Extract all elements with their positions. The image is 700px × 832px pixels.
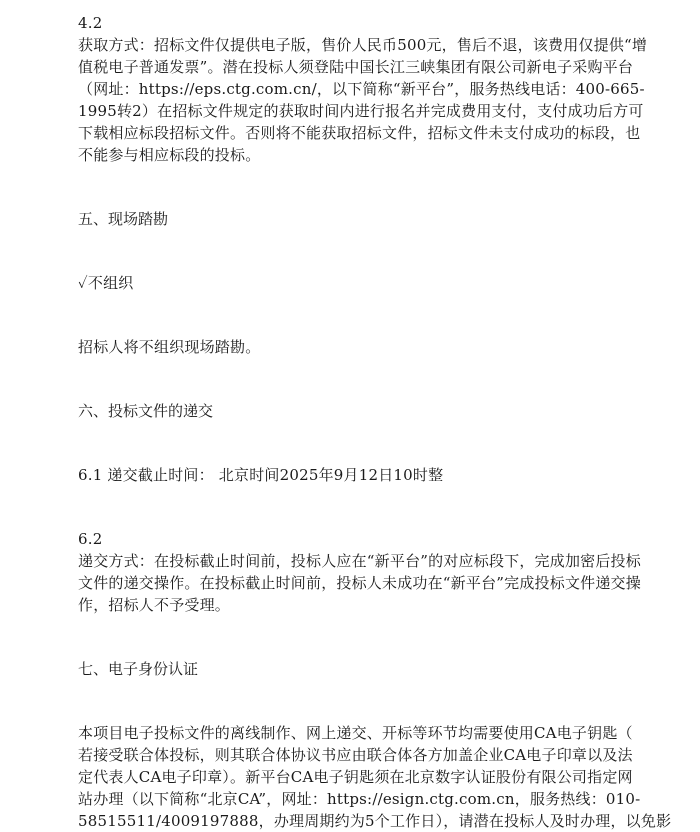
site-visit-option: ✓不组织	[78, 274, 134, 292]
section-6-2-number: 6.2	[78, 530, 103, 548]
section-7-heading: 七、电子身份认证	[78, 660, 199, 678]
section-4-2-line-5: 下载相应标段招标文件。否则将不能获取招标文件，招标文件未支付成功的标段，也	[78, 124, 641, 142]
section-7-line-2: 若接受联合体投标，则其联合体协议书应由联合体各方加盖企业CA电子印章以及法	[78, 746, 633, 764]
section-6-2-line-3: 作，招标人不予受理。	[78, 596, 231, 614]
section-4-2-line-3: （网址：https://eps.ctg.com.cn/，以下简称“新平台”，服务热线电话：400-665-	[78, 80, 645, 98]
section-4-2-line-1: 获取方式：招标文件仅提供电子版，售价人民币500元，售后不退，该费用仅提供“增	[78, 36, 648, 54]
site-visit-note: 招标人将不组织现场踏勘。	[78, 338, 261, 356]
section-5-heading: 五、现场踏勘	[78, 210, 169, 228]
section-6-2-line-2: 文件的递交操作。在投标截止时间前，投标人未成功在“新平台”完成投标文件递交操	[78, 574, 641, 592]
section-4-2-line-6: 不能参与相应标段的投标。	[78, 146, 261, 164]
submission-deadline: 6.1 递交截止时间： 北京时间2025年9月12日10时整	[78, 466, 444, 484]
section-4-2-line-2: 值税电子普通发票”。潜在投标人须登陆中国长江三峡集团有限公司新电子采购平台	[78, 58, 634, 76]
section-7-line-5: 58515511/4009197888，办理周期约为5个工作日），请潜在投标人及时办理，以免影	[78, 812, 672, 830]
section-4-2-line-4: 1995转2）在招标文件规定的获取时间内进行报名并完成费用支付，支付成功后方可	[78, 102, 644, 120]
section-6-2-line-1: 递交方式：在投标截止时间前，投标人应在“新平台”的对应标段下，完成加密后投标	[78, 552, 641, 570]
section-6-heading: 六、投标文件的递交	[78, 402, 214, 420]
section-7-line-3: 定代表人CA电子印章）。新平台CA电子钥匙须在北京数字认证股份有限公司指定网	[78, 768, 633, 786]
section-7-line-4: 站办理（以下简称“北京CA”，网址：https://esign.ctg.com.cn，服务热线：010-	[78, 790, 641, 808]
section-7-line-1: 本项目电子投标文件的离线制作、网上递交、开标等环节均需要使用CA电子钥匙（	[78, 724, 633, 742]
document-page	[78, 12, 672, 832]
section-4-2-number: 4.2	[78, 14, 103, 32]
